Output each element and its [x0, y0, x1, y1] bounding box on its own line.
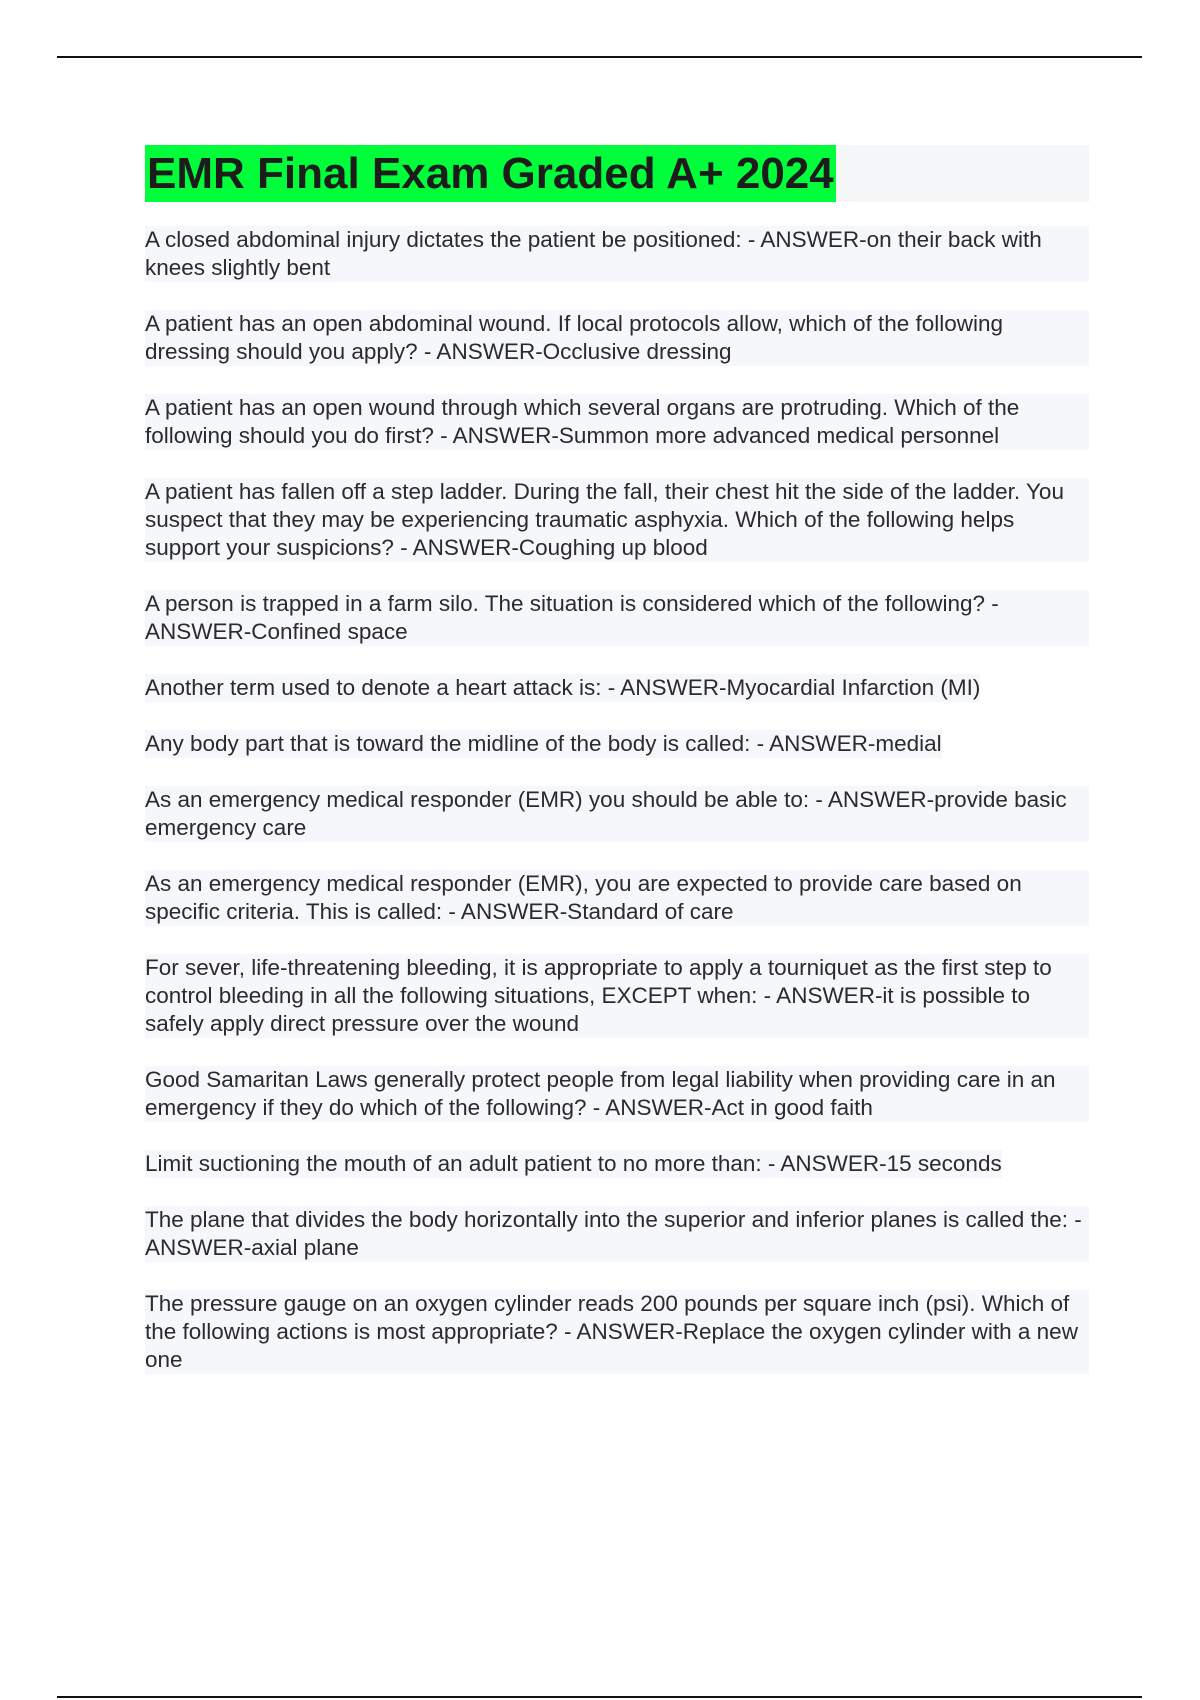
- qa-item: Limit suctioning the mouth of an adult patient to no more than: - ANSWER-15 seconds: [145, 1151, 1002, 1176]
- qa-item: The plane that divides the body horizontally into the superior and inferior planes is called the: - ANSWER-axial plane: [145, 1206, 1089, 1262]
- qa-item: As an emergency medical responder (EMR) you should be able to: - ANSWER-provide basic emergency care: [145, 786, 1089, 842]
- qa-item: Good Samaritan Laws generally protect people from legal liability when providing care in an emergency if they do which of the following? - ANSWER-Act in good faith: [145, 1066, 1089, 1122]
- page-bottom-rule: [57, 1696, 1142, 1698]
- qa-item: A patient has an open wound through which several organs are protruding. Which of the following should you do first? - ANSWER-Summon more advanced medical personnel: [145, 394, 1089, 450]
- qa-item: A person is trapped in a farm silo. The situation is considered which of the following? - ANSWER-Confined space: [145, 590, 1089, 646]
- qa-item: For sever, life-threatening bleeding, it is appropriate to apply a tourniquet as the first step to control bleeding in all the following situations, EXCEPT when: - ANSWER-it is possible to safely apply direct pressure over the wound: [145, 954, 1089, 1038]
- document-title: EMR Final Exam Graded A+ 2024: [145, 145, 836, 202]
- qa-item: Another term used to denote a heart attack is: - ANSWER-Myocardial Infarction (MI): [145, 675, 981, 700]
- qa-item: Any body part that is toward the midline of the body is called: - ANSWER-medial: [145, 731, 942, 756]
- qa-item: A patient has fallen off a step ladder. During the fall, their chest hit the side of the ladder. You suspect that they may be experiencing traumatic asphyxia. Which of the following helps support your suspicions? - ANSWER-Coughing up blood: [145, 478, 1089, 562]
- qa-item: As an emergency medical responder (EMR), you are expected to provide care based on specific criteria. This is called: - ANSWER-Standard of care: [145, 870, 1089, 926]
- title-band: [145, 145, 1089, 202]
- qa-list: [145, 226, 1089, 1402]
- page-top-rule: [57, 56, 1142, 58]
- qa-item: The pressure gauge on an oxygen cylinder reads 200 pounds per square inch (psi). Which of the following actions is most appropriate? - ANSWER-Replace the oxygen cylinder with a new one: [145, 1290, 1089, 1374]
- qa-item: A closed abdominal injury dictates the patient be positioned: - ANSWER-on their back with knees slightly bent: [145, 226, 1089, 282]
- document-body: [145, 145, 1089, 1402]
- qa-item: A patient has an open abdominal wound. If local protocols allow, which of the following dressing should you apply? - ANSWER-Occlusive dressing: [145, 310, 1089, 366]
